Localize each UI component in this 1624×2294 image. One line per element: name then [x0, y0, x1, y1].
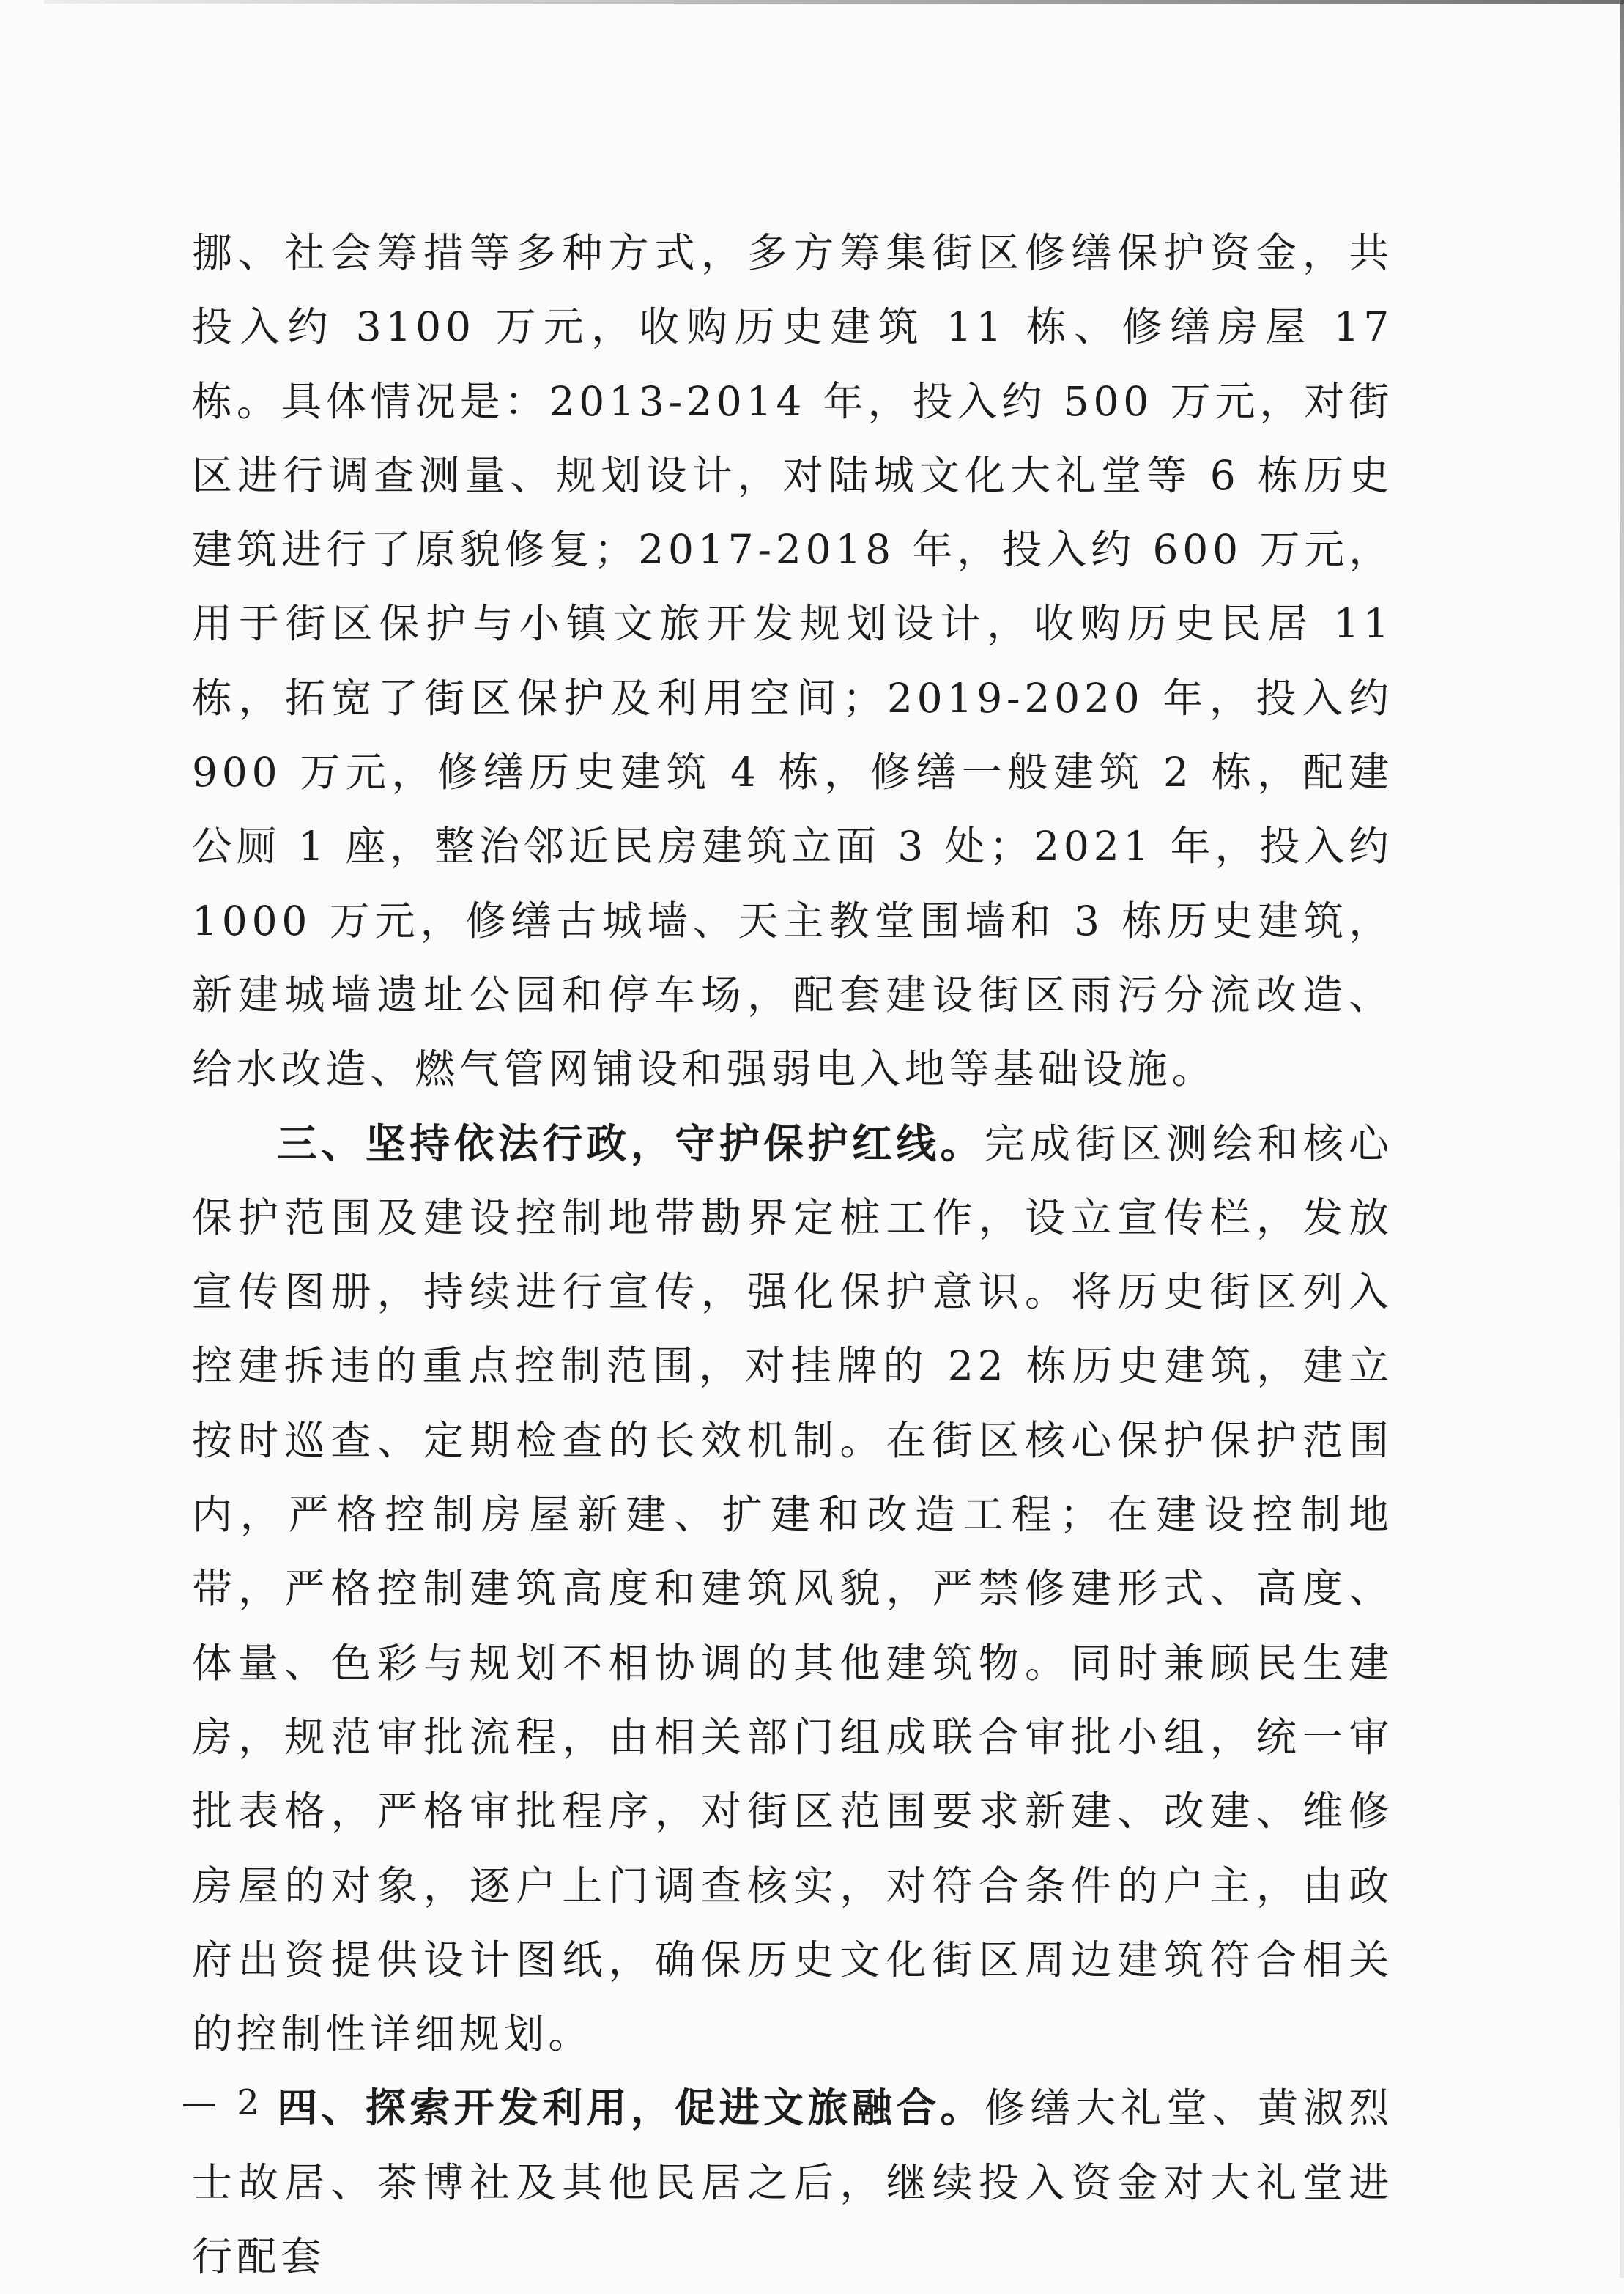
paragraph-section-four	[192, 2071, 1393, 2294]
scan-edge-top	[44, 0, 1624, 4]
section-four-heading: 四、探索开发利用，促进文旅融合。	[277, 2084, 985, 2132]
scan-edge-right	[1620, 0, 1624, 2278]
page-number: — 2 —	[182, 2082, 319, 2123]
section-three-body: 完成街区测绘和核心保护范围及建设控制地带勘界定桩工作，设立宣传栏，发放宣传图册，持续进行宣传，强化保护意识。将历史街区列入控建拆违的重点控制范围，对挂牌的 22 栋历史建筑，建立按时巡查、定期检查的长效机制。在街区核心保护保护范围内，严格控制房屋新建、扩建和改造工程；在建设控制地带，严格控制建筑高度和建筑风貌，严禁修建形式、高度、体量、色彩与规划不相协调的其他建筑物。同时兼顾民生建房，规范审批流程，由相关部门组成联合审批小组，统一审批表格，严格审批程序，对街区范围要求新建、改建、维修房屋的对象，逐户上门调查核实，对符合条件的户主，由政府出资提供设计图纸，确保历史文化街区周边建筑符合相关的控制性详细规划。	[192, 1120, 1393, 2058]
section-three-heading: 三、坚持依法行政，守护保护红线。	[277, 1120, 985, 1167]
paragraph-continued	[192, 216, 1393, 1107]
paragraph-section-three	[192, 1107, 1393, 2072]
paragraph-continued-text: 挪、社会筹措等多种方式，多方筹集街区修缮保护资金，共投入约 3100 万元，收购历史建筑 11 栋、修缮房屋 17 栋。具体情况是：2013-2014 年，投入约 500 万元，对街区进行调查测量、规划设计，对陆城文化大礼堂等 6 栋历史建筑进行了原貌修复；2017-2018 年，投入约 600 万元，用于街区保护与小镇文旅开发规划设计，收购历史民居 11 栋，拓宽了街区保护及利用空间；2019-2020 年，投入约 900 万元，修缮历史建筑 4 栋，修缮一般建筑 2 栋，配建公厕 1 座，整治邻近民房建筑立面 3 处；2021 年，投入约 1000 万元，修缮古城墙、天主教堂围墙和 3 栋历史建筑，新建城墙遗址公园和停车场，配套建设街区雨污分流改造、给水改造、燃气管网铺设和强弱电入地等基础设施。	[192, 229, 1393, 1093]
document-body	[192, 216, 1393, 2294]
section-four-body: 修缮大礼堂、黄淑烈士故居、茶博社及其他民居之后，继续投入资金对大礼堂进行配套	[192, 2084, 1393, 2281]
